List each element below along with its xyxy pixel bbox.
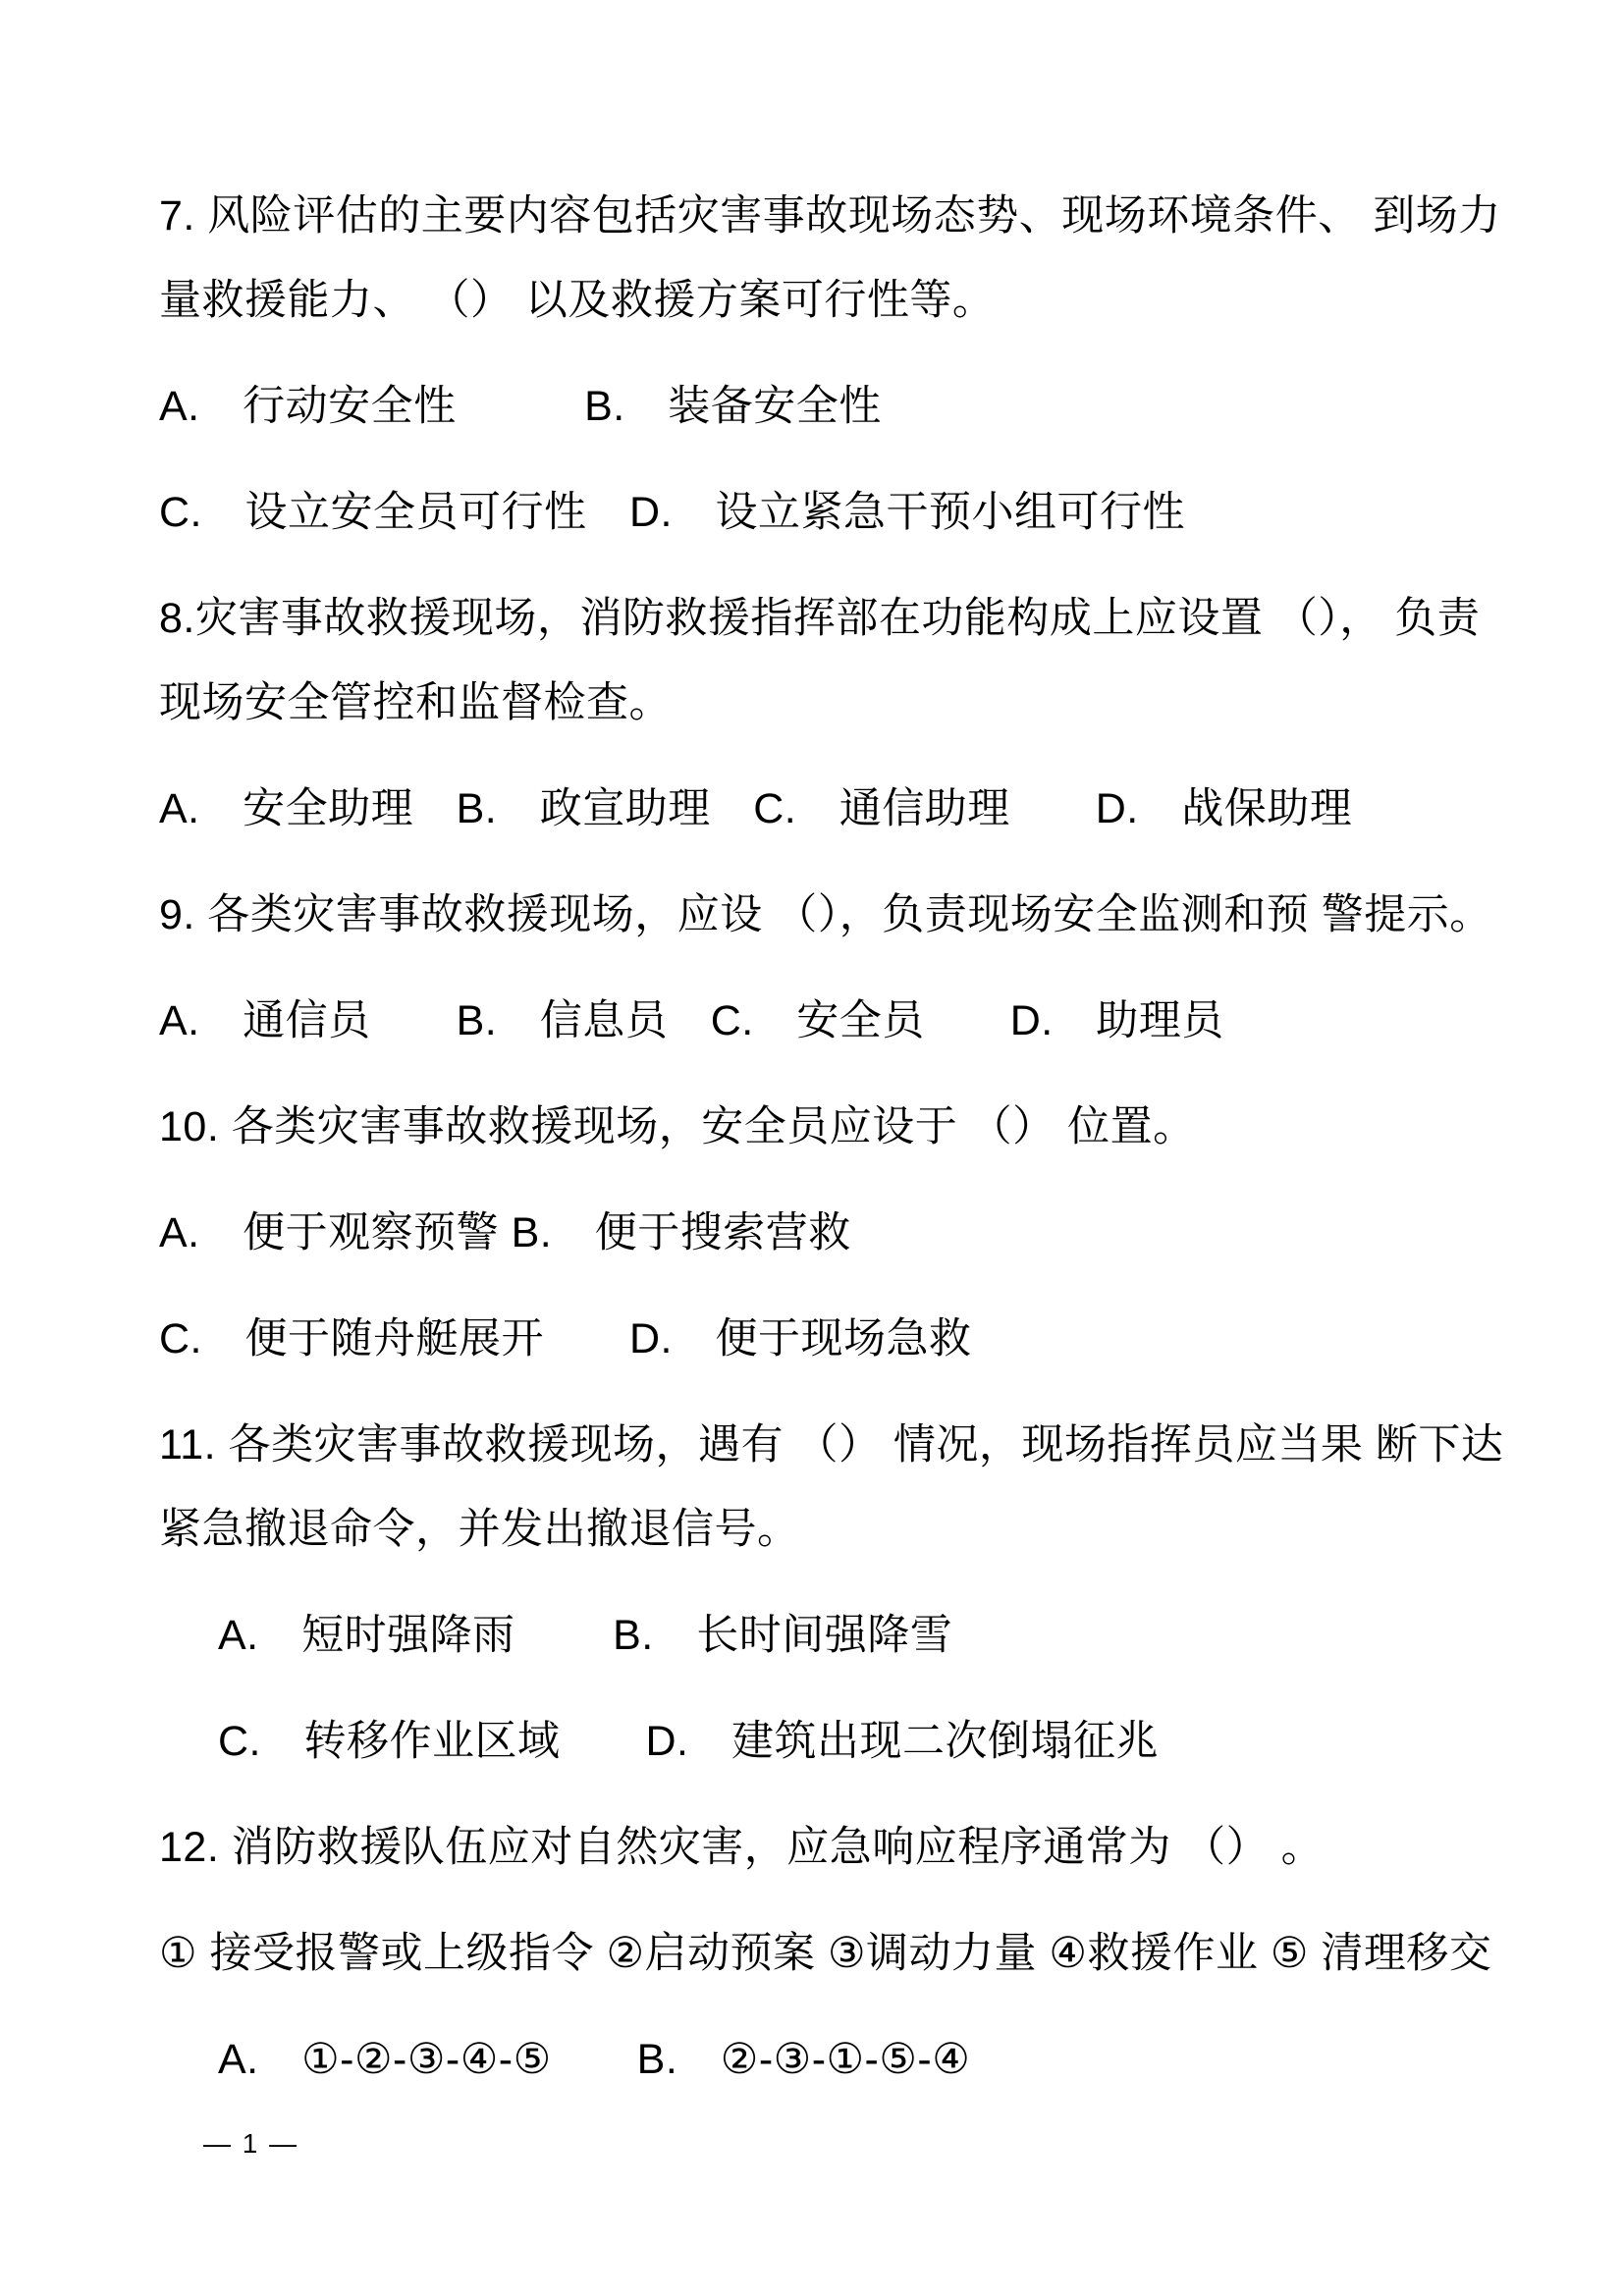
exam-text-body	[159, 174, 1612, 2102]
question-8-stem-line-2: 现场安全管控和监督检查。	[159, 679, 672, 726]
question-8	[159, 576, 1612, 851]
page-number: — 1 —	[203, 2128, 299, 2159]
question-8-stem-line-1: 8.灾害事故救援现场，消防救援指挥部在功能构成上应设置 （）， 负责	[159, 595, 1481, 642]
question-11-stem-line-2: 紧急撤退命令，并发出撤退信号。	[159, 1506, 800, 1553]
question-12	[159, 1805, 1612, 2102]
question-9-stem-line-1: 9. 各类灾害事故救援现场，应设 （），负责现场安全监测和预 警提示。	[159, 891, 1492, 938]
question-7-options-ab: A. 行动安全性 B. 装备安全性	[159, 383, 882, 430]
question-12-stem-line-1: 12. 消防救援队伍应对自然灾害，应急响应程序通常为 （） 。	[159, 1824, 1325, 1871]
question-8-options-abcd: A. 安全助理 B. 政宣助理 C. 通信助理 D. 战保助理	[159, 785, 1353, 832]
question-12-sequence-items: ① 接受报警或上级指令 ②启动预案 ③调动力量 ④救援作业 ⑤ 清理移交	[159, 1930, 1492, 1977]
question-10-options-ab: A. 便于观察预警 B. 便于搜索营救	[159, 1209, 851, 1256]
question-11-stem-line-1: 11. 各类灾害事故救援现场，遇有 （） 情况，现场指挥员应当果 断下达	[159, 1421, 1504, 1468]
question-10	[159, 1085, 1612, 1381]
question-10-stem-line-1: 10. 各类灾害事故救援现场，安全员应设于 （） 位置。	[159, 1103, 1196, 1150]
question-9-options-abcd: A. 通信员 B. 信息员 C. 安全员 D. 助理员	[159, 997, 1224, 1044]
question-10-options-cd: C. 便于随舟艇展开 D. 便于现场急救	[159, 1315, 972, 1362]
question-11-options-ab: A. 短时强降雨 B. 长时间强降雪	[218, 1612, 953, 1659]
question-7-options-cd: C. 设立安全员可行性 D. 设立紧急干预小组可行性	[159, 489, 1185, 536]
question-12-options-ab: A. ①-②-③-④-⑤ B. ②-③-①-⑤-④	[218, 2036, 971, 2083]
question-11	[159, 1403, 1612, 1784]
question-7-stem-line-2: 量救援能力、 （） 以及救援方案可行性等。	[159, 277, 996, 324]
question-7	[159, 174, 1612, 555]
question-11-options-cd: C. 转移作业区域 D. 建筑出现二次倒塌征兆	[218, 1718, 1159, 1765]
question-7-stem-line-1: 7. 风险评估的主要内容包括灾害事故现场态势、现场环境条件、 到场力	[159, 192, 1501, 240]
question-9	[159, 873, 1612, 1063]
